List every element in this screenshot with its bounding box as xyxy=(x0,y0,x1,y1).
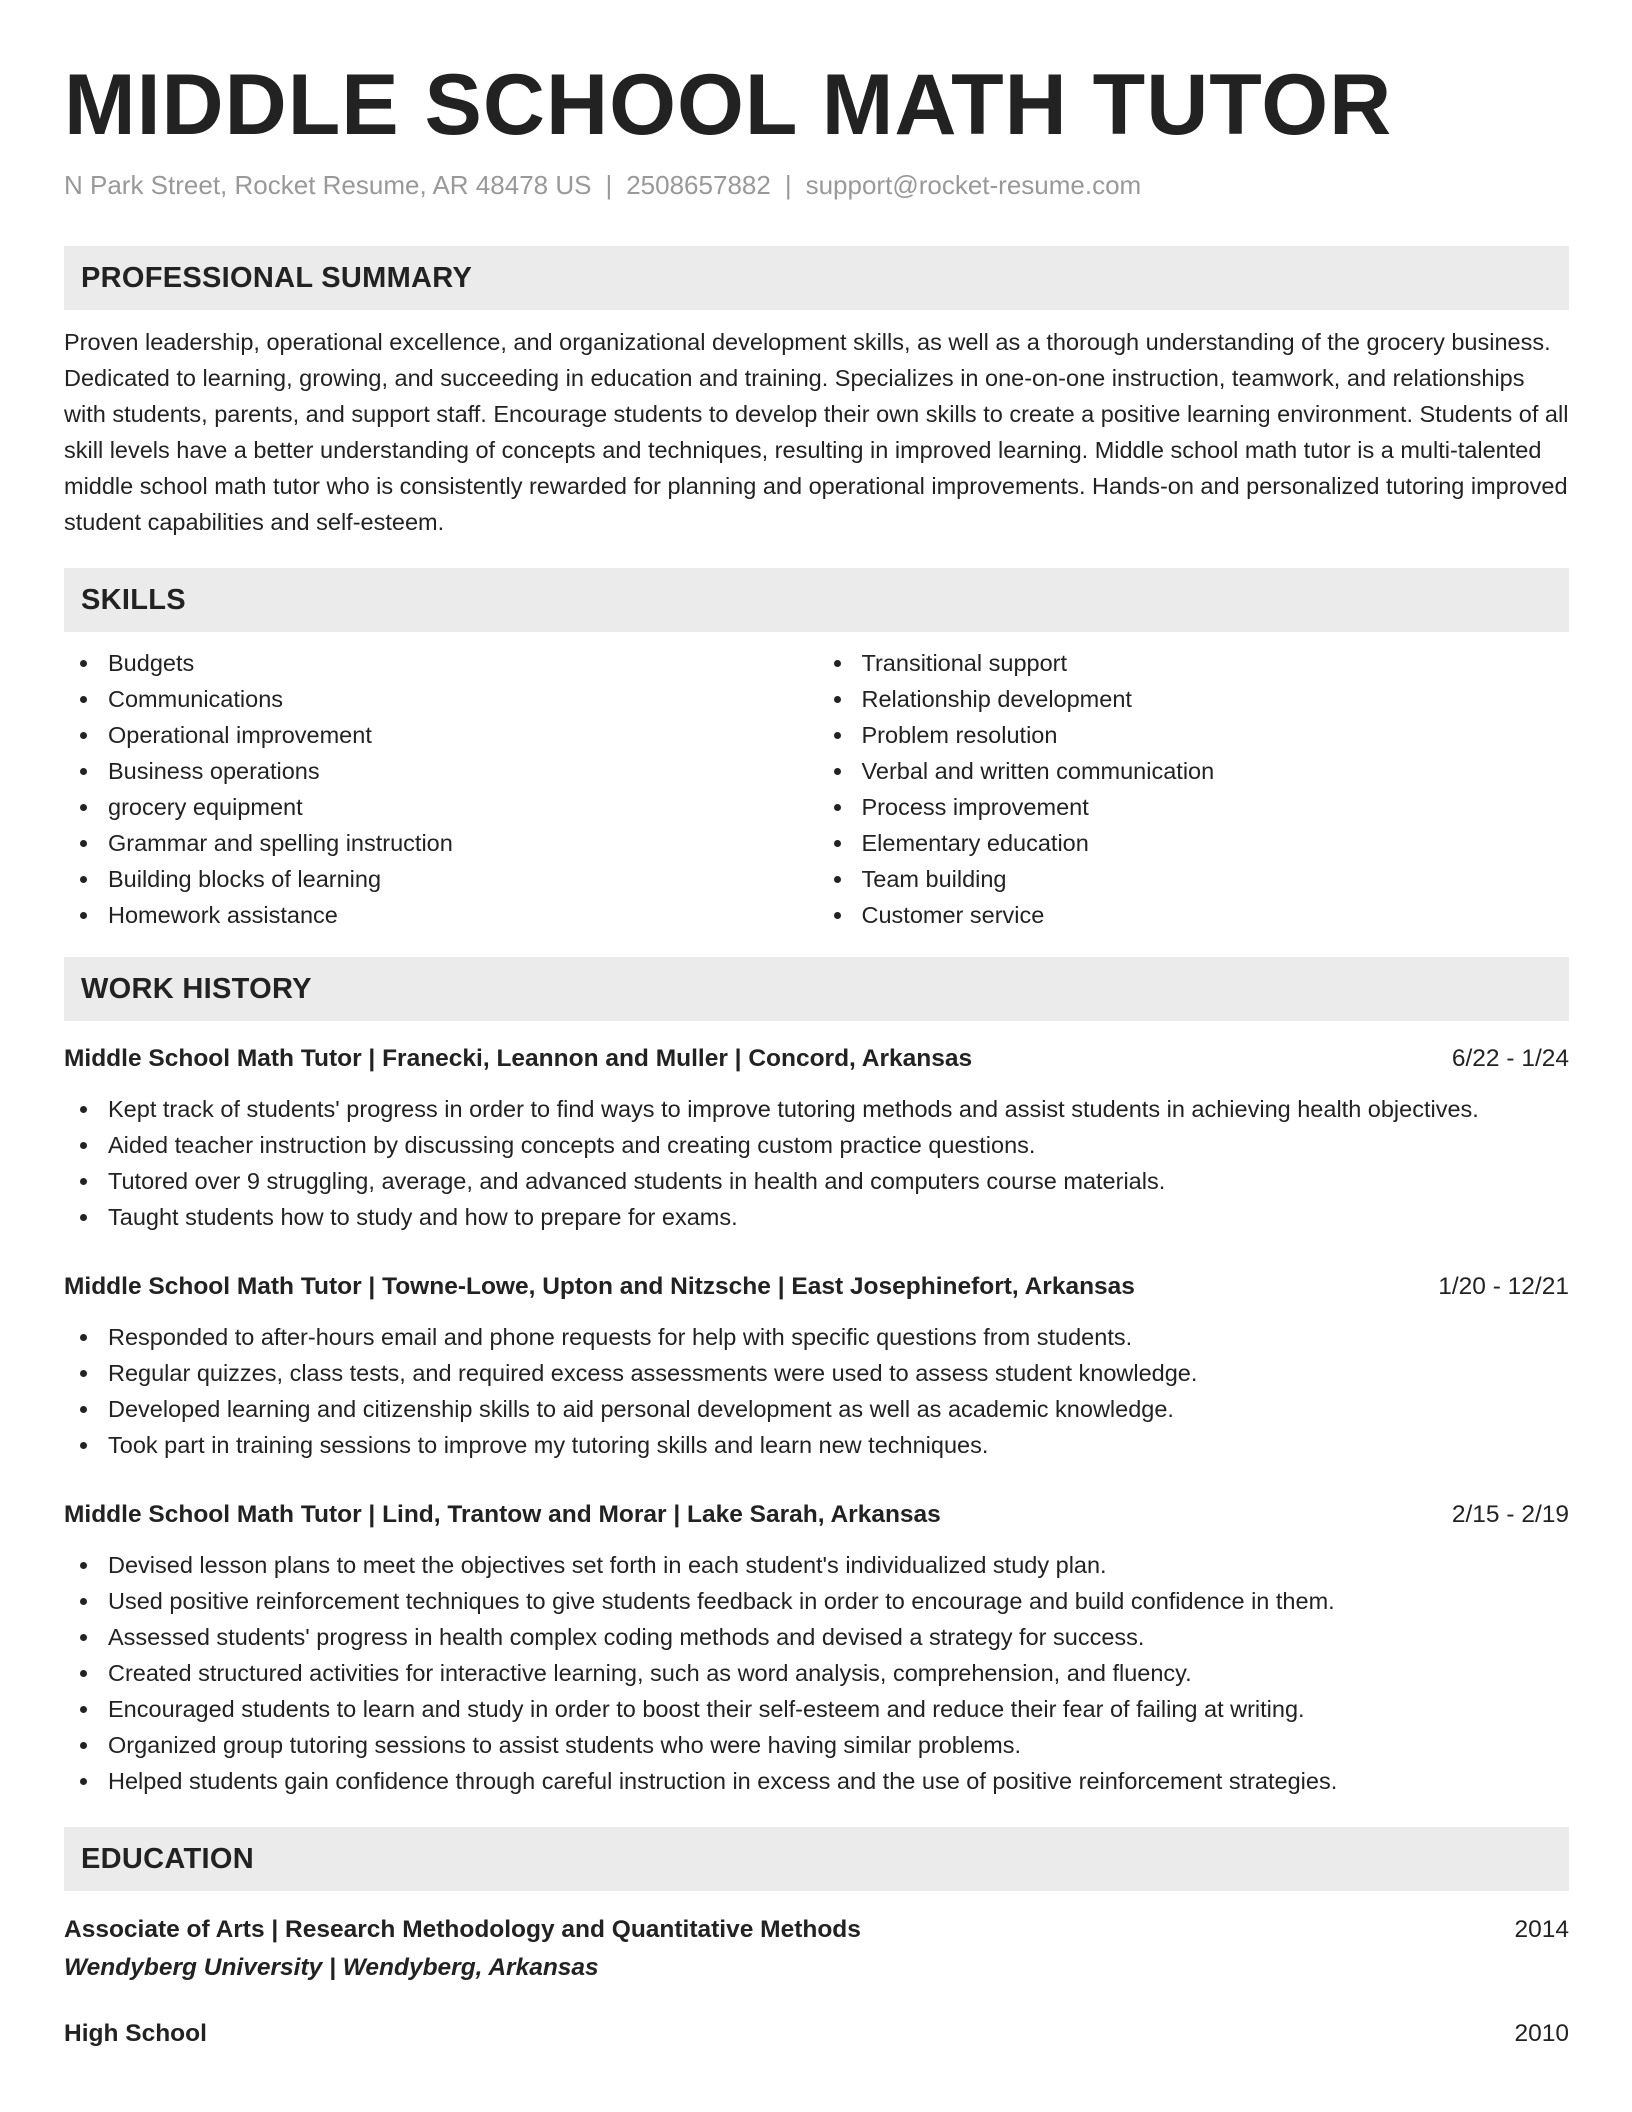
contact-line xyxy=(64,169,1569,203)
contact-phone: 2508657882 xyxy=(626,169,771,200)
job-header xyxy=(64,1269,1569,1305)
job-bullet: Took part in training sessions to improve my tutoring skills and learn new techniques. xyxy=(64,1427,1569,1463)
skill-item: Budgets xyxy=(64,645,816,681)
skill-item: Grammar and spelling instruction xyxy=(64,825,816,861)
job-bullet: Devised lesson plans to meet the objectives set forth in each student's individualized study plan. xyxy=(64,1547,1569,1583)
contact-email: support@rocket-resume.com xyxy=(805,169,1142,200)
contact-address: N Park Street, Rocket Resume, AR 48478 US xyxy=(64,169,592,200)
skill-item: Communications xyxy=(64,681,816,717)
skill-item: Elementary education xyxy=(818,825,1570,861)
section-heading-skills: SKILLS xyxy=(64,568,1569,632)
job-entry xyxy=(64,1041,1569,1235)
skill-item: Building blocks of learning xyxy=(64,861,816,897)
job-bullet: Encouraged students to learn and study in order to boost their self-esteem and reduce their fear of failing at writing. xyxy=(64,1691,1569,1727)
job-bullet: Used positive reinforcement techniques to give students feedback in order to encourage and build confidence in them. xyxy=(64,1583,1569,1619)
job-dates: 6/22 - 1/24 xyxy=(1451,1045,1569,1073)
education-header xyxy=(64,2015,1569,2053)
job-bullet: Helped students gain confidence through careful instruction in excess and the use of positive reinforcement strategies. xyxy=(64,1763,1569,1799)
job-title: Middle School Math Tutor | Towne-Lowe, Upton and Nitzsche | East Josephinefort, Arkansas xyxy=(64,1273,1135,1301)
skill-item: Transitional support xyxy=(818,645,1570,681)
job-entry xyxy=(64,1269,1569,1463)
education-year: 2010 xyxy=(1514,2020,1569,2048)
contact-separator: | xyxy=(784,169,792,200)
job-header xyxy=(64,1041,1569,1077)
job-title: Middle School Math Tutor | Franecki, Leannon and Muller | Concord, Arkansas xyxy=(64,1045,973,1073)
education-degree: Associate of Arts | Research Methodology and Quantitative Methods xyxy=(64,1916,861,1944)
education-year: 2014 xyxy=(1514,1916,1569,1944)
skills-list xyxy=(64,645,1569,933)
education-header xyxy=(64,1911,1569,1949)
skills-column-right xyxy=(816,645,1570,933)
skill-item: Verbal and written communication xyxy=(818,753,1570,789)
education-degree: High School xyxy=(64,2020,207,2048)
job-bullet: Aided teacher instruction by discussing concepts and creating custom practice questions. xyxy=(64,1127,1569,1163)
education-entry xyxy=(64,2015,1569,2053)
job-bullet: Regular quizzes, class tests, and required excess assessments were used to assess student knowledge. xyxy=(64,1355,1569,1391)
section-heading-work-history: WORK HISTORY xyxy=(64,957,1569,1021)
job-bullets xyxy=(64,1547,1569,1799)
job-bullet: Responded to after-hours email and phone requests for help with specific questions from students. xyxy=(64,1319,1569,1355)
job-bullet: Assessed students' progress in health complex coding methods and devised a strategy for success. xyxy=(64,1619,1569,1655)
skill-item: Process improvement xyxy=(818,789,1570,825)
skill-item: Business operations xyxy=(64,753,816,789)
job-bullet: Kept track of students' progress in order to find ways to improve tutoring methods and assist students in achieving health objectives. xyxy=(64,1091,1569,1127)
skill-item: Operational improvement xyxy=(64,717,816,753)
job-bullet: Tutored over 9 struggling, average, and advanced students in health and computers course materials. xyxy=(64,1163,1569,1199)
education-school: Wendyberg University | Wendyberg, Arkansas xyxy=(64,1954,599,1982)
job-dates: 1/20 - 12/21 xyxy=(1438,1273,1569,1301)
job-header xyxy=(64,1497,1569,1533)
skills-column-left xyxy=(64,645,816,933)
section-heading-summary: PROFESSIONAL SUMMARY xyxy=(64,246,1569,310)
contact-separator: | xyxy=(605,169,613,200)
skill-item: Relationship development xyxy=(818,681,1570,717)
job-entry xyxy=(64,1497,1569,1799)
skill-item: grocery equipment xyxy=(64,789,816,825)
skill-item: Team building xyxy=(818,861,1570,897)
skill-item: Problem resolution xyxy=(818,717,1570,753)
skill-item: Homework assistance xyxy=(64,897,816,933)
job-dates: 2/15 - 2/19 xyxy=(1451,1501,1569,1529)
job-bullet: Developed learning and citizenship skills to aid personal development as well as academic knowledge. xyxy=(64,1391,1569,1427)
section-heading-education: EDUCATION xyxy=(64,1827,1569,1891)
job-bullet: Created structured activities for interactive learning, such as word analysis, comprehension, and fluency. xyxy=(64,1655,1569,1691)
job-bullet: Taught students how to study and how to prepare for exams. xyxy=(64,1199,1569,1235)
resume-name: MIDDLE SCHOOL MATH TUTOR xyxy=(64,57,1393,153)
job-title: Middle School Math Tutor | Lind, Trantow and Morar | Lake Sarah, Arkansas xyxy=(64,1501,941,1529)
summary-text: Proven leadership, operational excellence, and organizational development skills, as well as a thorough understanding of the grocery business. Dedicated to learning, growing, and succeeding in education and training. Specializes in one-on-one instruction, teamwork, and relationships with students, parents, and support staff. Encourage students to develop their own skills to create a positive learning environment. Students of all skill levels have a better understanding of concepts and techniques, resulting in improved learning. Middle school math tutor is a multi-talented middle school math tutor who is consistently rewarded for planning and operational improvements. Hands-on and personalized tutoring improved student capabilities and self-esteem. xyxy=(64,329,1569,536)
job-bullets xyxy=(64,1319,1569,1463)
education-entry xyxy=(64,1911,1569,1987)
skill-item: Customer service xyxy=(818,897,1570,933)
job-bullets xyxy=(64,1091,1569,1235)
job-bullet: Organized group tutoring sessions to assist students who were having similar problems. xyxy=(64,1727,1569,1763)
